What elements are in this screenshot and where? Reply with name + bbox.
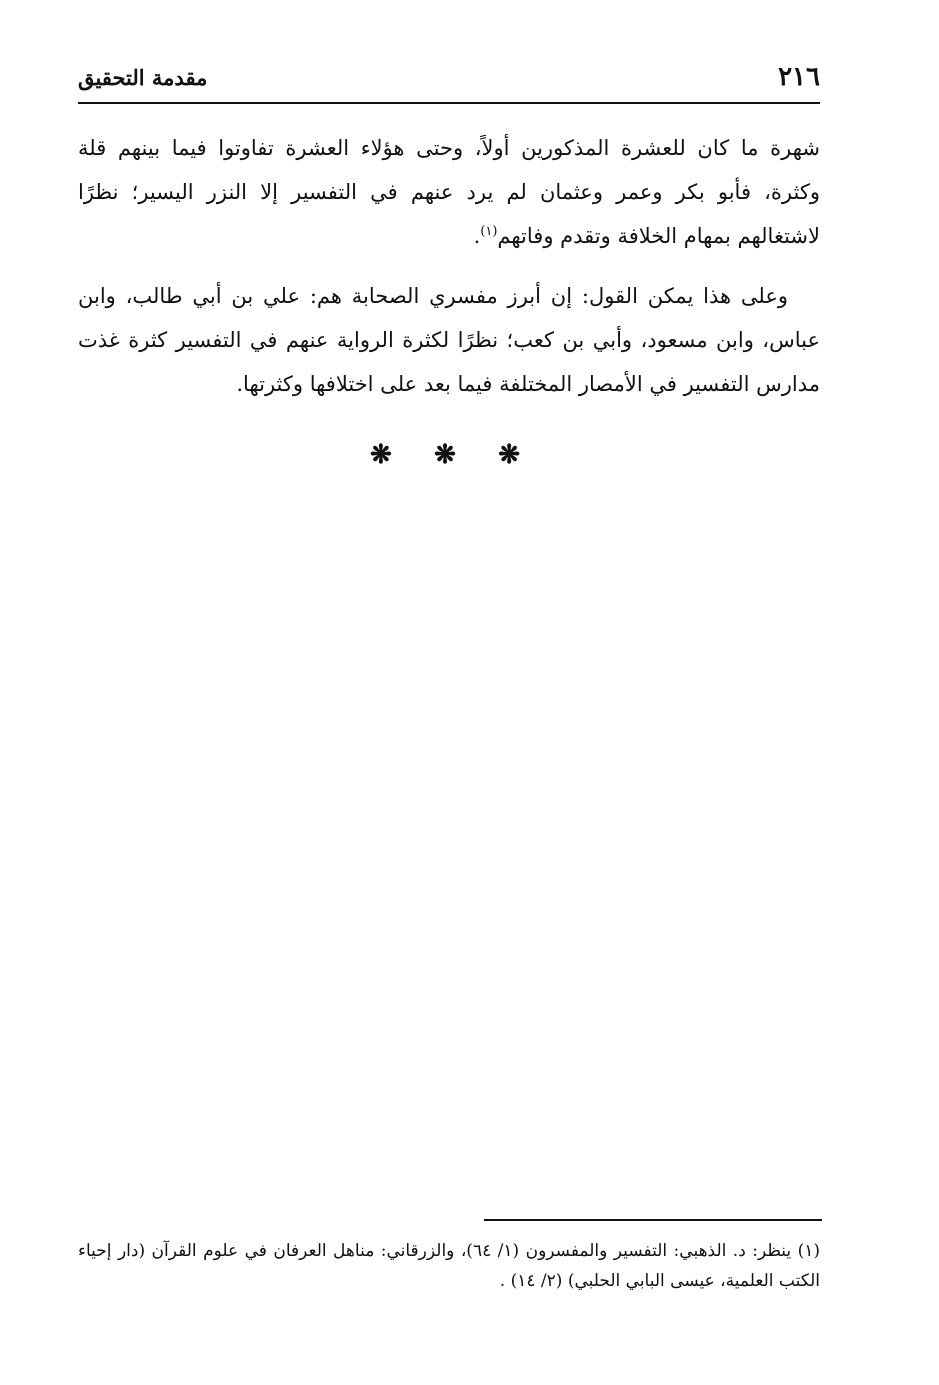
header-rule [78,102,820,104]
separator-asterisk-icon: ❋ [370,440,392,470]
paragraph-1 [78,126,820,258]
paragraph-1-end: . [473,224,481,248]
paragraph-1-text: شهرة ما كان للعشرة المذكورين أولاً، وحتى هؤلاء العشرة تفاوتوا فيما بينهم قلة وكثرة، فأبو بكر وعمر وعثمان لم يرد عنهم في التفسير إلا النزر اليسير؛ نظرًا لاشتغالهم بمهام الخلافة وتقدم وفاتهم [78,136,820,248]
footnote-reference[interactable]: (١) [480,224,498,239]
page-header [78,62,820,102]
main-text [78,126,820,406]
separator-asterisk-icon: ❋ [498,440,520,470]
paragraph-2: وعلى هذا يمكن القول: إن أبرز مفسري الصحابة هم: علي بن أبي طالب، وابن عباس، وابن مسعود، وأبي بن كعب؛ نظرًا لكثرة الرواية عنهم في التفسير كثرة غذت مدارس التفسير في الأمصار المختلفة فيما بعد على اختلافها وكثرتها. [78,284,820,396]
running-title: مقدمة التحقيق [78,65,208,90]
section-separator [370,440,520,470]
footnotes [78,1236,820,1296]
footnote-rule [484,1219,822,1221]
footnote-1: (١) ينظر: د. الذهبي: التفسير والمفسرون (١/ ٦٤)، والزرقاني: مناهل العرفان في علوم القرآن (دار إحياء الكتب العلمية، عيسى البابي الحلبي) (٢/ ١٤) . [78,1241,820,1291]
separator-asterisk-icon: ❋ [434,440,456,470]
page-number: ٢١٦ [778,62,820,92]
